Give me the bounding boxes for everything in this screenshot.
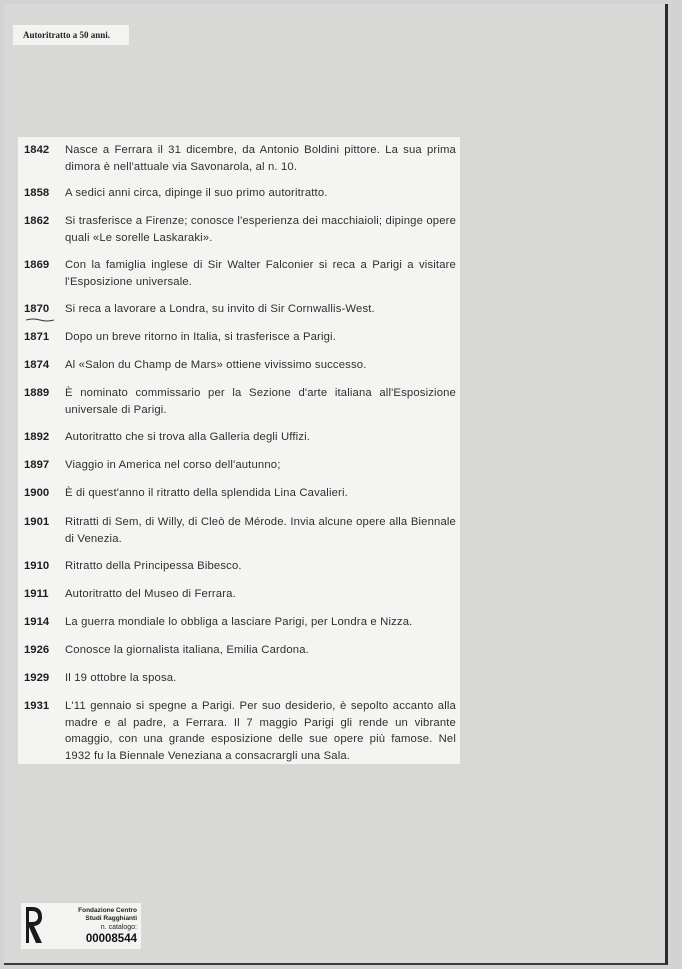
entry-text: Autoritratto del Museo di Ferrara. [65,588,236,600]
entry-text: Nasce a Ferrara il 31 dicembre, da Antonio Boldini pittore. La sua prima dimora è nell'attuale via Savonarola, al n. 10. [65,144,456,173]
entry-year: 1874 [24,359,50,371]
entry-text: Dopo un breve ritorno in Italia, si trasferisce a Parigi. [65,331,337,343]
entry-text: Si reca a lavorare a Londra, su invito di Sir Cornwallis-West. [65,303,375,315]
entry-year: 1911 [24,588,49,600]
archive-sheet [4,4,668,965]
entry-year: 1897 [24,459,50,471]
entry-year: 1871 [24,331,50,343]
entry-year: 1910 [24,560,50,572]
entry-text: Con la famiglia inglese di Sir Walter Falconier si reca a Parigi a visitare l'Esposizione universale. [65,259,456,288]
handwritten-underline-mark [26,318,54,322]
catalog-label: n. catalogo: [100,924,137,931]
entry-year: 1869 [24,259,50,271]
entry-text: Viaggio in America nel corso dell'autunno; [65,459,281,471]
entry-year: 1914 [24,616,50,628]
foundation-name-line1: Fondazione Centro [78,907,137,914]
entry-text: La guerra mondiale lo obbliga a lasciare Parigi, per Londra e Nizza. [65,616,413,628]
entry-text: Ritratti di Sem, di Willy, di Cleò de Mérode. Invia alcune opere alla Biennale di Venezia. [65,516,456,545]
entry-text: L'11 gennaio si spegne a Parigi. Per suo desiderio, è sepolto accanto alla madre e al padre, a Ferrara. Il 7 maggio Parigi gli rende un vibrante omaggio, con una grande esposizione delle sue opere più famose. Nel 1932 fu la Biennale Veneziana a consacrargli una Sala. [65,700,456,762]
entry-year: 1889 [24,387,50,399]
entry-text: Autoritratto che si trova alla Galleria degli Uffizi. [65,431,311,443]
entry-text: È nominato commissario per la Sezione d'arte italiana all'Esposizione universale di Parigi. [65,387,456,416]
entry-year: 1842 [24,144,50,156]
foundation-name-line2: Studi Ragghianti [85,915,137,922]
entry-year: 1870 [24,303,50,315]
entry-year: 1858 [24,187,50,199]
entry-text: Il 19 ottobre la sposa. [65,672,177,684]
archive-catalog-label [21,903,141,949]
entry-year: 1901 [24,516,50,528]
entry-text: È di quest'anno il ritratto della splendida Lina Cavalieri. [65,487,348,499]
entry-year: 1900 [24,487,50,499]
photo-caption: Autoritratto a 50 anni. [13,25,129,45]
entry-text: Si trasferisce a Firenze; conosce l'esperienza dei macchiaioli; dipinge opere quali «Le sorelle Laskaraki». [65,215,456,244]
foundation-logo-icon [23,905,43,945]
entry-text: A sedici anni circa, dipinge il suo primo autoritratto. [65,187,328,199]
entry-text: Conosce la giornalista italiana, Emilia Cardona. [65,644,309,656]
entry-text: Ritratto della Principessa Bibesco. [65,560,242,572]
entry-year: 1929 [24,672,50,684]
entry-year: 1931 [24,700,50,712]
chronology-panel [18,137,460,764]
catalog-number: 00008544 [85,933,137,945]
entry-year: 1862 [24,215,50,227]
entry-year: 1926 [24,644,50,656]
foundation-name [59,907,137,923]
entry-text: Al «Salon du Champ de Mars» ottiene vivissimo successo. [65,359,367,371]
entry-year: 1892 [24,431,50,443]
